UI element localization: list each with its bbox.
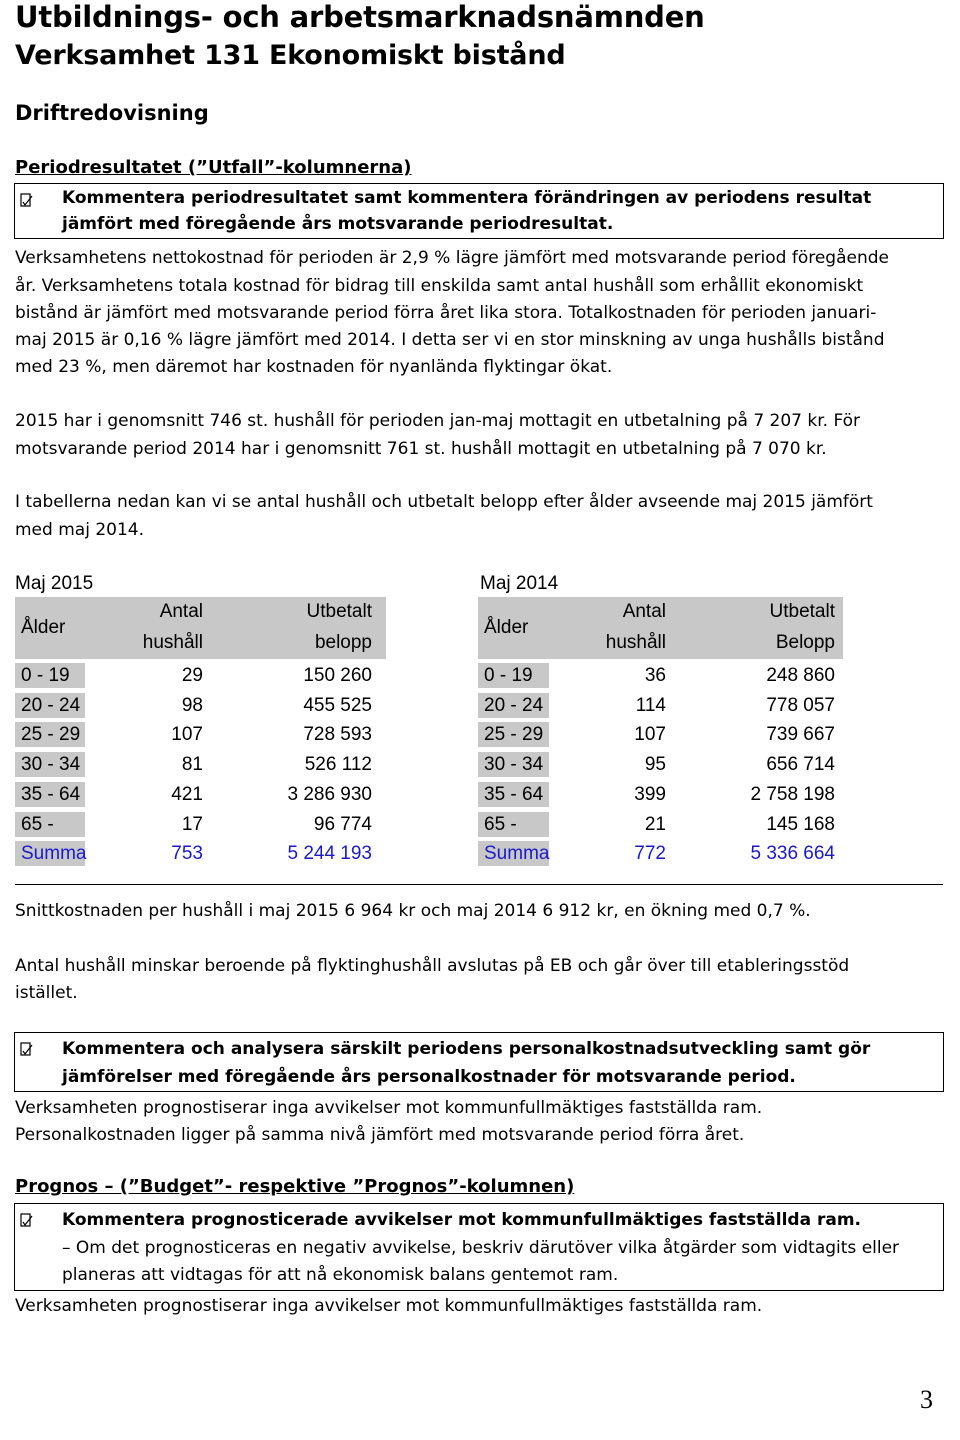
household-text: istället.: [15, 983, 78, 1003]
col-amount-header: Belopp: [775, 632, 835, 653]
checkbox-icon: [20, 193, 34, 209]
cell-amount: 3 286 930: [287, 784, 372, 805]
cell-amount: 5 244 193: [287, 843, 372, 864]
instruction-line-1: Kommentera prognosticerade avvikelser mot kommunfullmäktiges fastställda ram.: [62, 1210, 861, 1230]
col-count-header: hushåll: [605, 632, 666, 653]
instruction-box-period: [14, 183, 944, 239]
instruction-line-3: planeras att vidtagas för att nå ekonomisk balans gentemot ram.: [62, 1265, 619, 1285]
cell-amount: 248 860: [766, 665, 835, 686]
para2-line: motsvarande period 2014 har i genomsnitt 761 st. hushåll mottagit en utbetalning på 7 070 kr.: [15, 439, 827, 459]
para3-line: med maj 2014.: [15, 520, 144, 540]
cell-amount: 150 260: [303, 665, 372, 686]
cell-amount: 778 057: [766, 695, 835, 716]
cell-age: 35 - 64: [478, 782, 549, 807]
table-2014-caption: Maj 2014: [480, 573, 559, 594]
avg-cost-text: Snittkostnaden per hushåll i maj 2015 6 964 kr och maj 2014 6 912 kr, en ökning med 0,7 %.: [15, 901, 811, 921]
cell-amount: 145 168: [766, 814, 835, 835]
cell-count: 21: [644, 814, 666, 835]
cell-count: 95: [644, 754, 666, 775]
col-amount-header: belopp: [314, 632, 372, 653]
cell-count: 29: [181, 665, 203, 686]
checkbox-icon: [20, 1042, 34, 1058]
page-number: 3: [920, 1385, 933, 1414]
para3-line: I tabellerna nedan kan vi se antal hushåll och utbetalt belopp efter ålder avseende maj 2015 jämfört: [15, 492, 873, 512]
cell-count: 772: [634, 843, 666, 864]
cell-count: 17: [181, 814, 203, 835]
cell-count: 36: [644, 665, 666, 686]
instruction-line-1: Kommentera och analysera särskilt periodens personalkostnadsutveckling samt gör: [62, 1039, 871, 1059]
section-heading: Driftredovisning: [15, 101, 209, 125]
cell-count: 114: [635, 695, 666, 716]
cell-age: 20 - 24: [478, 693, 549, 718]
instruction-line-1: Kommentera periodresultatet samt kommentera förändringen av periodens resultat: [62, 188, 872, 208]
cell-count: 81: [181, 754, 203, 775]
cell-age: 65 -: [478, 812, 549, 837]
cell-amount: 656 714: [766, 754, 835, 775]
prognos-heading: Prognos – (”Budget”- respektive ”Prognos”-kolumnen): [15, 1176, 575, 1197]
period-heading: Periodresultatet (”Utfall”-kolumnerna): [15, 157, 412, 178]
col-count-header: Antal: [159, 601, 203, 622]
household-text: Antal hushåll minskar beroende på flyktinghushåll avslutas på EB och går över till etableringsstöd: [15, 956, 850, 976]
cell-amount: 739 667: [766, 724, 835, 745]
cell-age: 30 - 34: [478, 752, 549, 777]
col-amount-header: Utbetalt: [306, 601, 372, 622]
col-count-header: hushåll: [142, 632, 203, 653]
cell-amount: 2 758 198: [750, 784, 835, 805]
cell-amount: 526 112: [304, 754, 372, 775]
para2-line: 2015 har i genomsnitt 746 st. hushåll för perioden jan-maj mottagit en utbetalning på 7 207 kr. För: [15, 411, 861, 431]
col-amount-header: Utbetalt: [769, 601, 835, 622]
cell-age: Summa: [15, 841, 85, 866]
personnel-text: Personalkostnaden ligger på samma nivå jämfört med motsvarande period förra året.: [15, 1125, 745, 1145]
instruction-box-personnel: [14, 1032, 944, 1092]
instruction-box-prognos: [14, 1203, 944, 1291]
para1-line: Verksamhetens nettokostnad för perioden är 2,9 % lägre jämfört med motsvarande period föregående: [15, 248, 889, 268]
checkbox-icon: [20, 1213, 34, 1229]
instruction-line-2: jämfört med föregående års motsvarande periodresultat.: [62, 214, 614, 234]
col-age-header: Ålder: [21, 617, 66, 638]
cell-amount: 5 336 664: [750, 843, 835, 864]
divider: [15, 884, 943, 885]
instruction-line-2: – Om det prognosticeras en negativ avvikelse, beskriv därutöver vilka åtgärder som vidtagits eller: [62, 1238, 900, 1258]
prognos-text: Verksamheten prognostiserar inga avvikelser mot kommunfullmäktiges fastställda ram.: [15, 1296, 763, 1316]
cell-count: 399: [634, 784, 666, 805]
cell-age: Summa: [478, 841, 549, 866]
document-subtitle: Verksamhet 131 Ekonomiskt bistånd: [15, 40, 566, 71]
para1-line: maj 2015 är 0,16 % lägre jämfört med 2014. I detta ser vi en stor minskning av unga hushålls bistånd: [15, 330, 885, 350]
cell-count: 98: [181, 695, 203, 716]
cell-count: 753: [171, 843, 203, 864]
cell-age: 20 - 24: [15, 693, 85, 718]
personnel-text: Verksamheten prognostiserar inga avvikelser mot kommunfullmäktiges fastställda ram.: [15, 1098, 763, 1118]
para1-line: bistånd är jämfört med motsvarande period förra året lika stora. Totalkostnaden för perioden januari-: [15, 303, 877, 323]
para1-line: år. Verksamhetens totala kostnad för bidrag till enskilda samt antal hushåll som erhållit ekonomiskt: [15, 276, 864, 296]
cell-age: 0 - 19: [15, 663, 85, 688]
col-age-header: Ålder: [484, 617, 529, 638]
cell-count: 107: [171, 724, 203, 745]
cell-amount: 728 593: [303, 724, 372, 745]
instruction-line-2: jämförelser med föregående års personalkostnader för motsvarande period.: [62, 1067, 796, 1087]
para1-line: med 23 %, men däremot har kostnaden för nyanlända flyktingar ökat.: [15, 357, 613, 377]
cell-age: 35 - 64: [15, 782, 85, 807]
cell-age: 65 -: [15, 812, 85, 837]
cell-count: 107: [634, 724, 666, 745]
cell-age: 25 - 29: [478, 722, 549, 747]
cell-amount: 96 774: [313, 814, 372, 835]
col-count-header: Antal: [622, 601, 666, 622]
cell-age: 30 - 34: [15, 752, 85, 777]
cell-count: 421: [171, 784, 203, 805]
cell-age: 0 - 19: [478, 663, 549, 688]
cell-amount: 455 525: [303, 695, 372, 716]
cell-age: 25 - 29: [15, 722, 85, 747]
table-2015-caption: Maj 2015: [15, 573, 94, 594]
document-title: Utbildnings- och arbetsmarknadsnämnden: [15, 0, 705, 34]
